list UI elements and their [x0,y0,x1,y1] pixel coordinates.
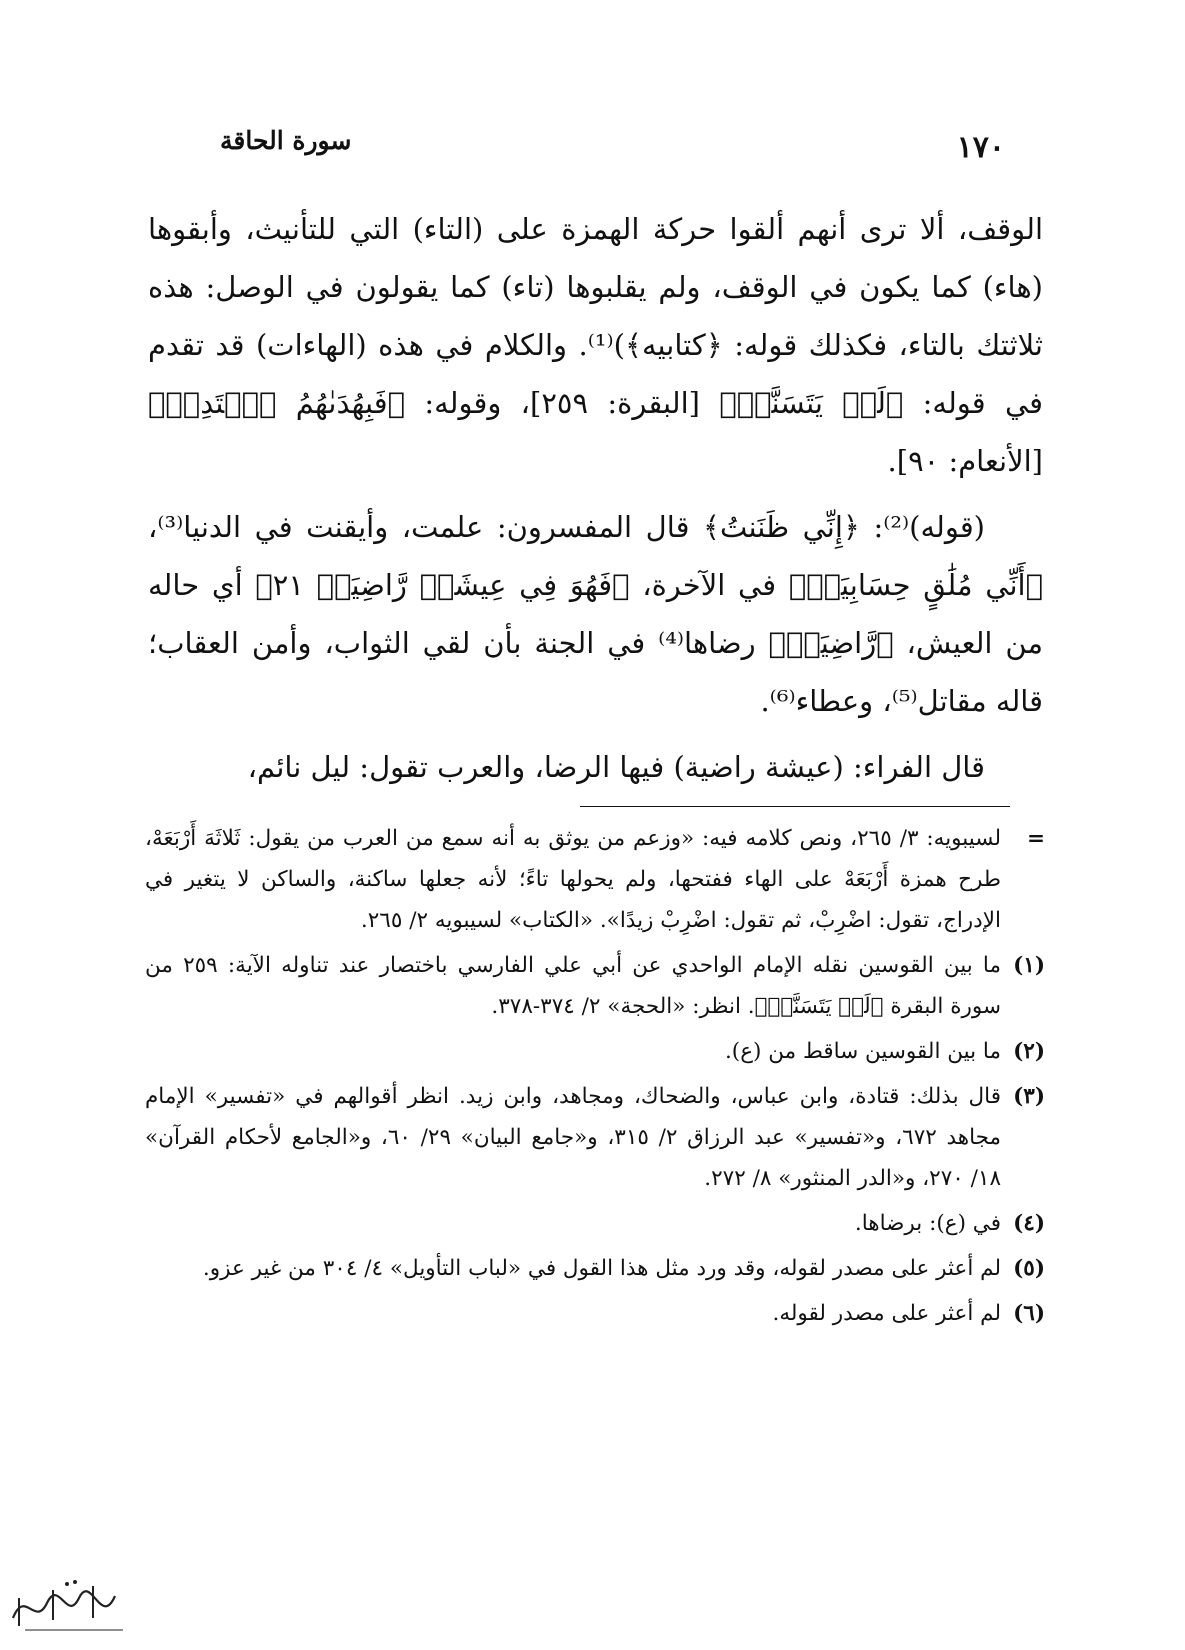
footnote-marker: (١) [1013,953,1045,978]
footnote-1 [145,945,1045,1027]
footnote-marker: (٤) [1013,1211,1045,1236]
footnote-text: لم أعثر على مصدر لقوله. [772,1301,1001,1326]
footnote-marker: (٥) [1013,1256,1045,1281]
running-header [140,118,1005,178]
surah-title: سورة الحاقة [220,126,352,155]
footnote-text: ما بين القوسين ساقط من (ع). [724,1039,1001,1064]
watermark-logo [5,1568,135,1640]
footnote-6 [145,1293,1045,1334]
paragraph-2: (قوله)⁽²⁾: ﴿إِنِّي ظَنَنتُ﴾ قال المفسرون: علمت، وأيقنت في الدنيا⁽³⁾، ﴿أَنِّي مُلَٰقٍ حِسَابِيَهۡ﴾ في الآخرة، ﴿فَهُوَ فِي عِيشَةٖ رَّاضِيَةٖ ٢١﴾ أي حاله من العيش، ﴿رَّاضِيَةٖ﴾ رضاها⁽⁴⁾ في الجنة بأن لقي الثواب، وأمن العقاب؛ قاله مقاتل⁽⁵⁾، وعطاء⁽⁶⁾. [148,510,1044,718]
main-text [148,200,1043,804]
footnote-5 [145,1248,1045,1289]
footnote-marker: = [1026,826,1045,851]
footnote-marker: (٣) [1013,1084,1045,1109]
page-number: ١٧٠ [956,130,1005,165]
footnotes [145,818,1045,1338]
paragraph-1: الوقف، ألا ترى أنهم ألقوا حركة الهمزة على (التاء) التي للتأنيث، وأبقوها (هاء) كما يكون في الوقف، ولم يقلبوها (تاء) كما يقولون في الوصل: هذه ثلاثتك بالتاء، فكذلك قوله: ﴿كتابيه﴾)⁽¹⁾. والكلام في هذه (الهاءات) قد تقدم في قوله: ﴿لَمۡ يَتَسَنَّهۡ﴾ [البقرة: ٢٥٩]، وقوله: ﴿فَبِهُدَىٰهُمُ ٱقۡتَدِهۡ﴾ [الأنعام: ٩٠]. [148,212,1043,478]
footnote-text: في (ع): برضاها. [854,1211,1001,1236]
footnote-marker: (٦) [1013,1301,1045,1326]
footnote-continued [145,818,1045,941]
footnote-3 [145,1076,1045,1199]
footnote-text: قال بذلك: قتادة، وابن عباس، والضحاك، ومجاهد، وابن زيد. انظر أقوالهم في «تفسير» الإمام مجاهد ٦٧٢، و«تفسير» عبد الرزاق ٢/ ٣١٥، و«جامع البيان» ٢٩/ ٦٠، و«الجامع لأحكام القرآن» ١٨/ ٢٧٠، و«الدر المنثور» ٨/ ٢٧٢. [145,1084,1002,1191]
footnote-4 [145,1203,1045,1244]
paragraph-3: قال الفراء: (عيشة راضية) فيها الرضا، والعرب تقول: ليل نائم، [247,750,985,784]
footnote-text: لسيبويه: ٣/ ٢٦٥، ونص كلامه فيه: «وزعم من يوثق به أنه سمع من العرب من يقول: ثَلاثَهَ أَرْبَعَهْ، طرح همزة أَرْبَعَهْ على الهاء ففتحها، ولم يحولها تاءً؛ لأنه جعلها ساكنة، والساكن لا يتغير في الإدراج، تقول: اضْرِبْ، ثم تقول: اضْرِبْ زيدًا». «الكتاب» لسيبويه ٢/ ٢٦٥. [145,826,1001,933]
footnote-text: ما بين القوسين نقله الإمام الواحدي عن أبي علي الفارسي باختصار عند تناوله الآية: ٢٥٩ من سورة البقرة ﴿لَمۡ يَتَسَنَّهۡ﴾. انظر: «الحجة» ٢/ ٣٧٤-٣٧٨. [145,953,1001,1019]
footnote-marker: (٢) [1013,1039,1045,1064]
footnote-2 [145,1031,1045,1072]
footnote-text: لم أعثر على مصدر لقوله، وقد ورد مثل هذا القول في «لباب التأويل» ٤/ ٣٠٤ من غير عزو. [202,1256,1001,1281]
footnote-separator [580,806,1010,807]
